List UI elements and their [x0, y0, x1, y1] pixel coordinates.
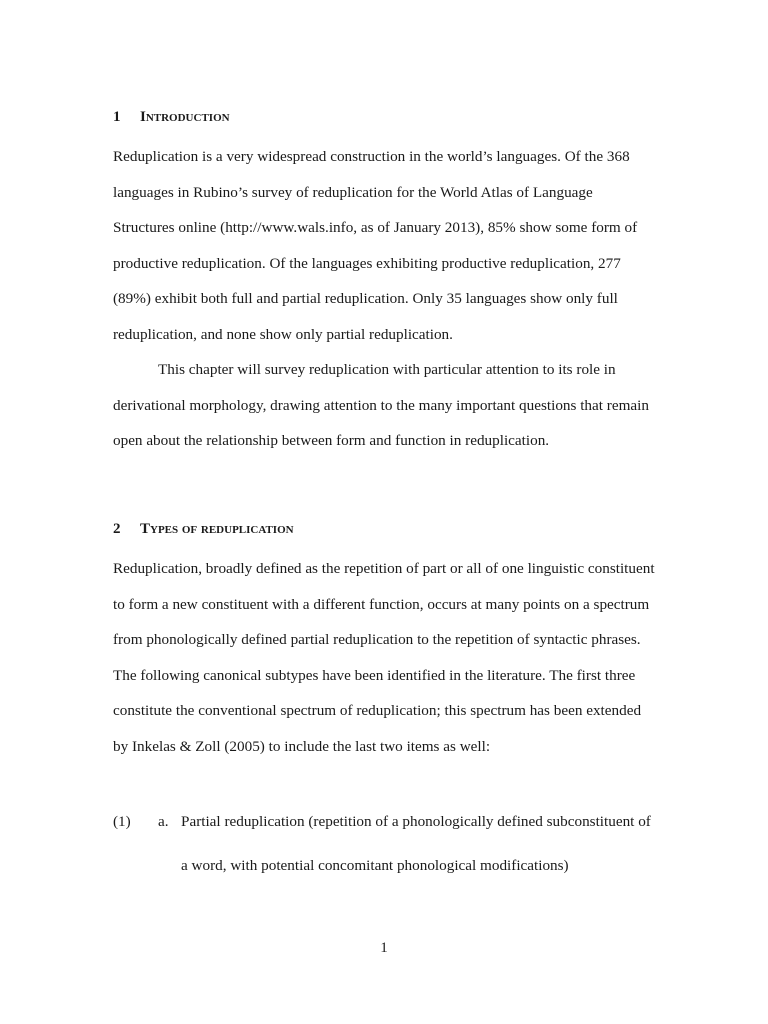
section-number: 2 — [113, 521, 121, 537]
section-number: 1 — [113, 109, 121, 125]
text-line: This chapter will survey reduplication with particular attention to its role in — [158, 361, 616, 378]
example-1 — [113, 800, 673, 890]
text-line: to form a new constituent with a different function, occurs at many points on a spectrum — [113, 595, 650, 613]
section-title: Introduction — [140, 109, 230, 125]
text-line: reduplication, and none show only partial reduplication. — [113, 325, 453, 343]
paragraph-chapter-survey — [113, 352, 658, 459]
page-number: 1 — [380, 940, 388, 956]
text-line: open about the relationship between form and function in reduplication. — [113, 432, 550, 450]
text-line: derivational morphology, drawing attention to the many important questions that remain — [113, 396, 649, 414]
text-line: Structures online (http://www.wals.info, as of January 2013), 85% show some form of — [113, 219, 638, 237]
section-title: Types of reduplication — [140, 521, 294, 537]
example-text-line: Partial reduplication (repetition of a phonologically defined subconstituent of — [181, 813, 651, 830]
paragraph-intro — [113, 139, 658, 353]
text-line: languages in Rubino’s survey of reduplication for the World Atlas of Language — [113, 183, 593, 201]
text-line: Reduplication, broadly defined as the repetition of part or all of one linguistic constituent — [113, 560, 655, 577]
example-text-line: a word, with potential concomitant phonological modifications) — [181, 857, 569, 874]
text-line: The following canonical subtypes have been identified in the literature. The first three — [113, 666, 636, 684]
text-line: from phonologically defined partial reduplication to the repetition of syntactic phrases. — [113, 631, 641, 649]
paragraph-types — [113, 551, 658, 765]
section-heading-types — [113, 519, 294, 539]
text-line: (89%) exhibit both full and partial reduplication. Only 35 languages show only full — [113, 290, 618, 308]
text-line: by Inkelas & Zoll (2005) to include the last two items as well: — [113, 737, 491, 755]
text-line: constitute the conventional spectrum of reduplication; this spectrum has been extended — [113, 702, 642, 720]
text-line: productive reduplication. Of the languages exhibiting productive reduplication, 277 — [113, 254, 621, 272]
example-letter: a. — [158, 813, 169, 830]
text-line: Reduplication is a very widespread construction in the world’s languages. Of the 368 — [113, 148, 630, 165]
section-heading-introduction — [113, 107, 230, 127]
example-number: (1) — [113, 813, 131, 830]
